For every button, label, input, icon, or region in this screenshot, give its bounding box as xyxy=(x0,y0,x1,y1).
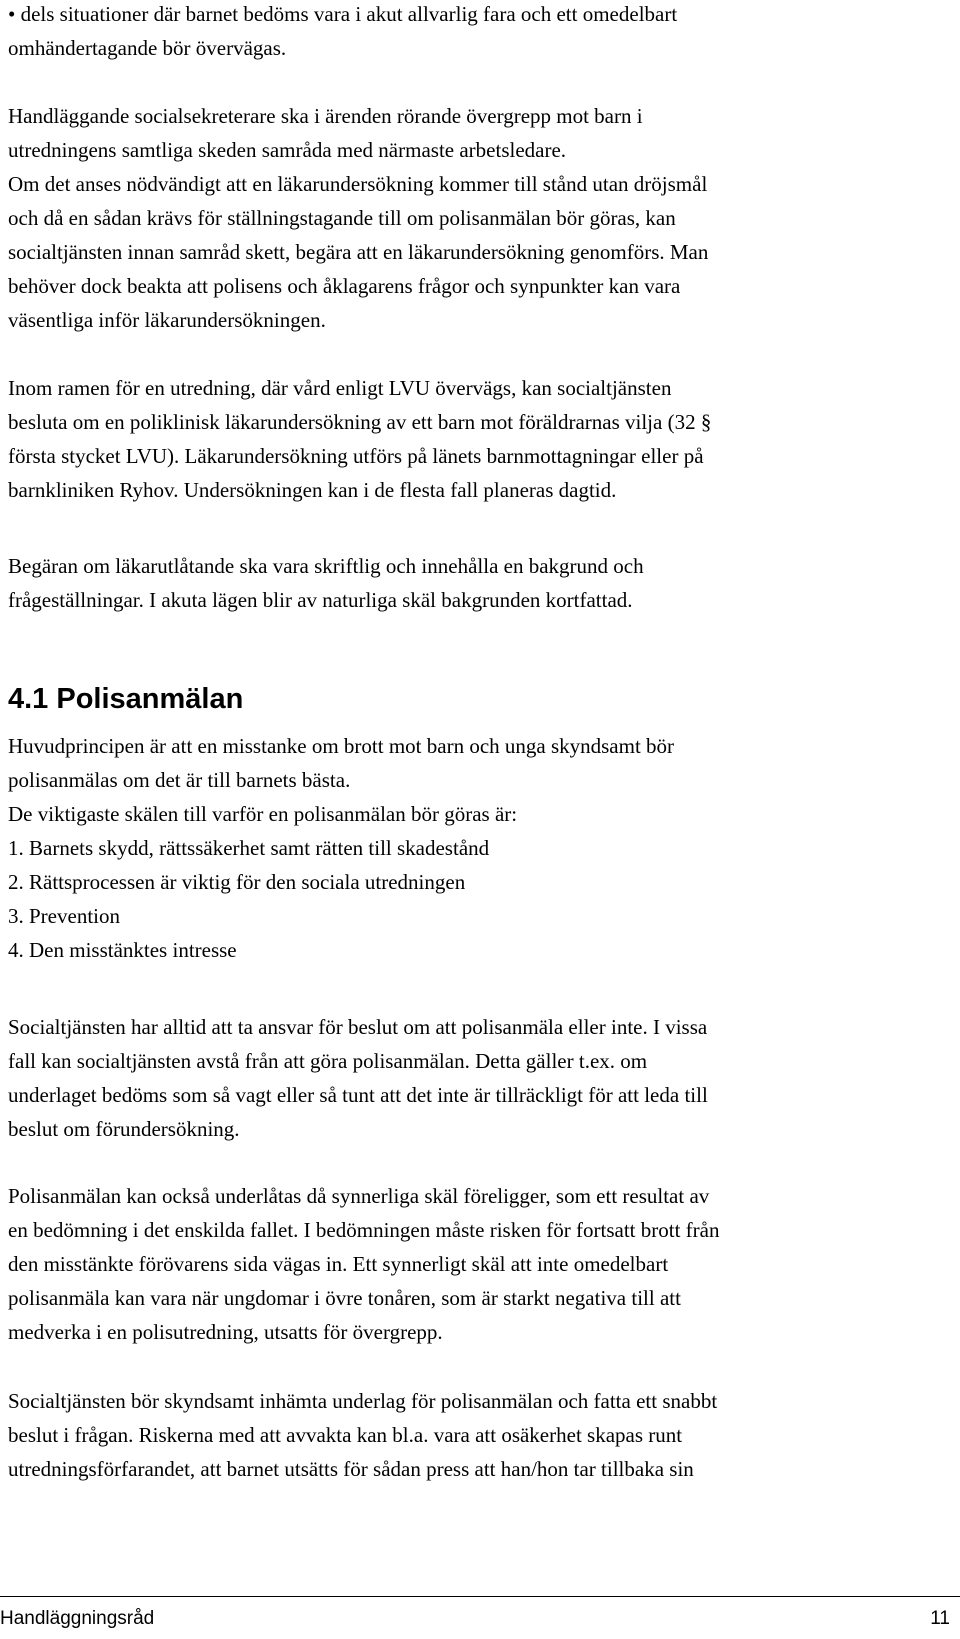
paragraph-inom-ramen: Inom ramen för en utredning, där vård enligt LVU övervägs, kan socialtjänsten besluta om en poliklinisk läkarundersökning av ett barn mot föräldrarnas vilja (32 § första stycket LVU). Läkarundersökning utförs på länets barnmottagningar eller på barnkliniken Ryhov. Undersökningen kan i de flesta fall planeras dagtid. xyxy=(8,376,712,502)
footer-title: Handläggningsråd xyxy=(0,1608,155,1629)
paragraph-ansvar: Socialtjänsten har alltid att ta ansvar för beslut om att polisanmäla eller inte. I vissa fall kan socialtjänsten avstå från att göra polisanmälan. Detta gäller t.ex. om underlaget bedöms som så vagt eller så tunt att det inte är tillräckligt för att leda till beslut om förundersökning. xyxy=(8,1015,708,1141)
footer-divider xyxy=(0,1596,960,1597)
paragraph-skyndsamt: Socialtjänsten bör skyndsamt inhämta underlag för polisanmälan och fatta ett snabbt beslut i frågan. Riskerna med att avvakta kan bl.a. vara att osäkerhet skapas runt utredningsförfarandet, att barnet utsätts för sådan press att han/hon tar tillbaka sin xyxy=(8,1389,718,1481)
paragraph-huvudprincipen: Huvudprincipen är att en misstanke om brott mot barn och unga skyndsamt bör polisanmälas om det är till barnets bästa. De viktigaste skälen till varför en polisanmälan bör göras är: 1. Barnets skydd, rättssäkerhet samt rätten till skadestånd 2. Rättsprocessen är viktig för den sociala utredningen 3. Prevention 4. Den misstänktes intresse xyxy=(8,734,675,962)
paragraph-begaran: Begäran om läkarutlåtande ska vara skriftlig och innehålla en bakgrund och frågeställningar. I akuta lägen blir av naturliga skäl bakgrunden kortfattad. xyxy=(8,554,644,612)
section-heading: 4.1 Polisanmälan xyxy=(8,683,244,715)
bullet-paragraph: • dels situationer där barnet bedöms vara i akut allvarlig fara och ett omedelbart omhändertagande bör övervägas. xyxy=(8,2,678,60)
page-number: 11 xyxy=(930,1608,950,1629)
paragraph-handlaggande: Handläggande socialsekreterare ska i ärenden rörande övergrepp mot barn i utredningens samtliga skeden samråda med närmaste arbetsledare. Om det anses nödvändigt att en läkarundersökning kommer till stånd utan dröjsmål och då en sådan krävs för ställningstagande till om polisanmälan bör göras, kan socialtjänsten innan samråd skett, begära att en läkarundersökning genomförs. Man behöver dock beakta att polisens och åklagarens frågor och synpunkter kan vara väsentliga inför läkarundersökningen. xyxy=(8,104,709,332)
paragraph-underlatas: Polisanmälan kan också underlåtas då synnerliga skäl föreligger, som ett resultat av en bedömning i det enskilda fallet. I bedömningen måste risken för fortsatt brott från den misstänkte förövarens sida vägas in. Ett synnerligt skäl att inte omedelbart polisanmäla kan vara när ungdomar i övre tonåren, som är starkt negativa till att medverka i en polisutredning, utsatts för övergrepp. xyxy=(8,1184,720,1344)
